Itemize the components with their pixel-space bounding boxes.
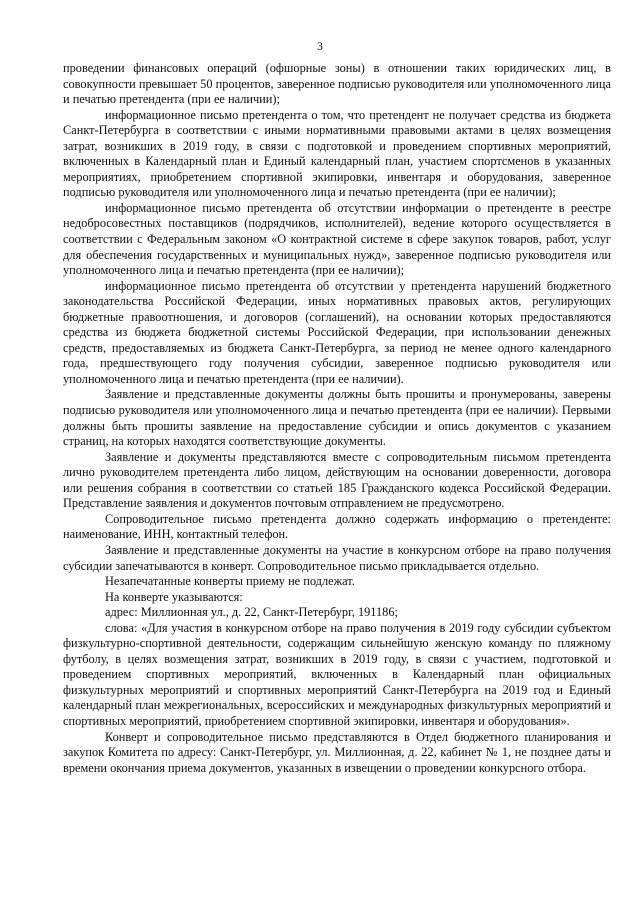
paragraph: Заявление и документы представляются вместе с сопроводительным письмом претендента лично руководителем претендента либо лицом, действующим на основании доверенности, договора или решения собрания в соответствии со статьей 185 Гражданского кодекса Российской Федерации. Представление заявления и документов почтовым отправлением не предусмотрено. (63, 449, 611, 511)
paragraph: Конверт и сопроводительное письмо представляются в Отдел бюджетного планирования и закупок Комитета по адресу: Санкт-Петербург, ул. Миллионная, д. 22, кабинет № 1, не позднее даты и времени окончания приема документов, указанных в извещении о проведении конкурсного отбора. (63, 729, 611, 775)
paragraph: адрес: Миллионная ул., д. 22, Санкт-Петербург, 191186; (105, 605, 398, 620)
paragraph: информационное письмо претендента о том, что претендент не получает средства из бюджета Санкт-Петербурга в соответствии с иными нормативными правовыми актами в целях возмещения затрат, возникших в 2019 году, в связи с подготовкой и проведением спортивных мероприятий, включенных в Календарный план и Единый календарный план, участием спортсменов в указанных мероприятиях, приобретением спортивной экипировки, инвентаря и оборудования, заверенное подписью руководителя или уполномоченного лица и печатью претендента (при ее наличии); (63, 107, 611, 200)
paragraph: Заявление и представленные документы на участие в конкурсном отборе на право получения субсидии запечатываются в конверт. Сопроводительное письмо прикладывается отдельно. (63, 542, 611, 573)
paragraph: информационное письмо претендента об отсутствии информации о претенденте в реестре недобросовестных поставщиков (подрядчиков, исполнителей), ведение которого осуществляется в соответствии с Федеральным законом «О контрактной системе в сфере закупок товаров, работ, услуг для обеспечения государственных и муниципальных нужд», заверенное подписью руководителя или уполномоченного лица и печатью претендента (при ее наличии); (63, 200, 611, 278)
paragraph: слова: «Для участия в конкурсном отборе на право получения в 2019 году субсидии субъектом физкультурно-спортивной деятельности, содержащим сильнейшую женскую команду по пляжному футболу, в целях возмещения затрат, возникших в 2019 году, в связи с участием, подготовкой и проведением спортивных мероприятий, включенных в Календарный план официальных физкультурных мероприятий и спортивных мероприятий Санкт-Петербурга на 2019 год и Единый календарный план межрегиональных, всероссийских и международных физкультурных мероприятий и спортивных мероприятий, приобретением спортивной экипировки, инвентаря и оборудования». (63, 620, 611, 728)
paragraph: информационное письмо претендента об отсутствии у претендента нарушений бюджетного законодательства Российской Федерации, иных нормативных правовых актов, регулирующих бюджетные правоотношения, и договоров (соглашений), на основании которых предоставляются средства из бюджета бюджетной системы Российской Федерации, при использовании денежных средств, предоставляемых из бюджета Санкт-Петербурга, за период не менее одного календарного года, предшествующего году получения субсидии, заверенное подписью руководителя или уполномоченного лица и печатью претендента (при ее наличии). (63, 278, 611, 386)
page-number: 3 (317, 41, 323, 53)
paragraph: Заявление и представленные документы должны быть прошиты и пронумерованы, заверены подписью руководителя или уполномоченного лица и печатью претендента (при ее наличии). Первыми должны быть прошиты заявление на предоставление субсидии и опись документов с указанием страниц, на которых находятся соответствующие документы. (63, 387, 611, 449)
paragraph: На конверте указываются: (105, 589, 243, 604)
paragraph: Сопроводительное письмо претендента должно содержать информацию о претенденте: наименование, ИНН, контактный телефон. (63, 511, 611, 542)
paragraph: проведении финансовых операций (офшорные зоны) в отношении таких юридических лиц, в совокупности превышает 50 процентов, заверенное подписью руководителя или уполномоченного лица и печатью претендента (при ее наличии); (63, 61, 611, 107)
document-body (63, 61, 611, 776)
paragraph: Незапечатанные конверты приему не подлежат. (105, 574, 355, 589)
